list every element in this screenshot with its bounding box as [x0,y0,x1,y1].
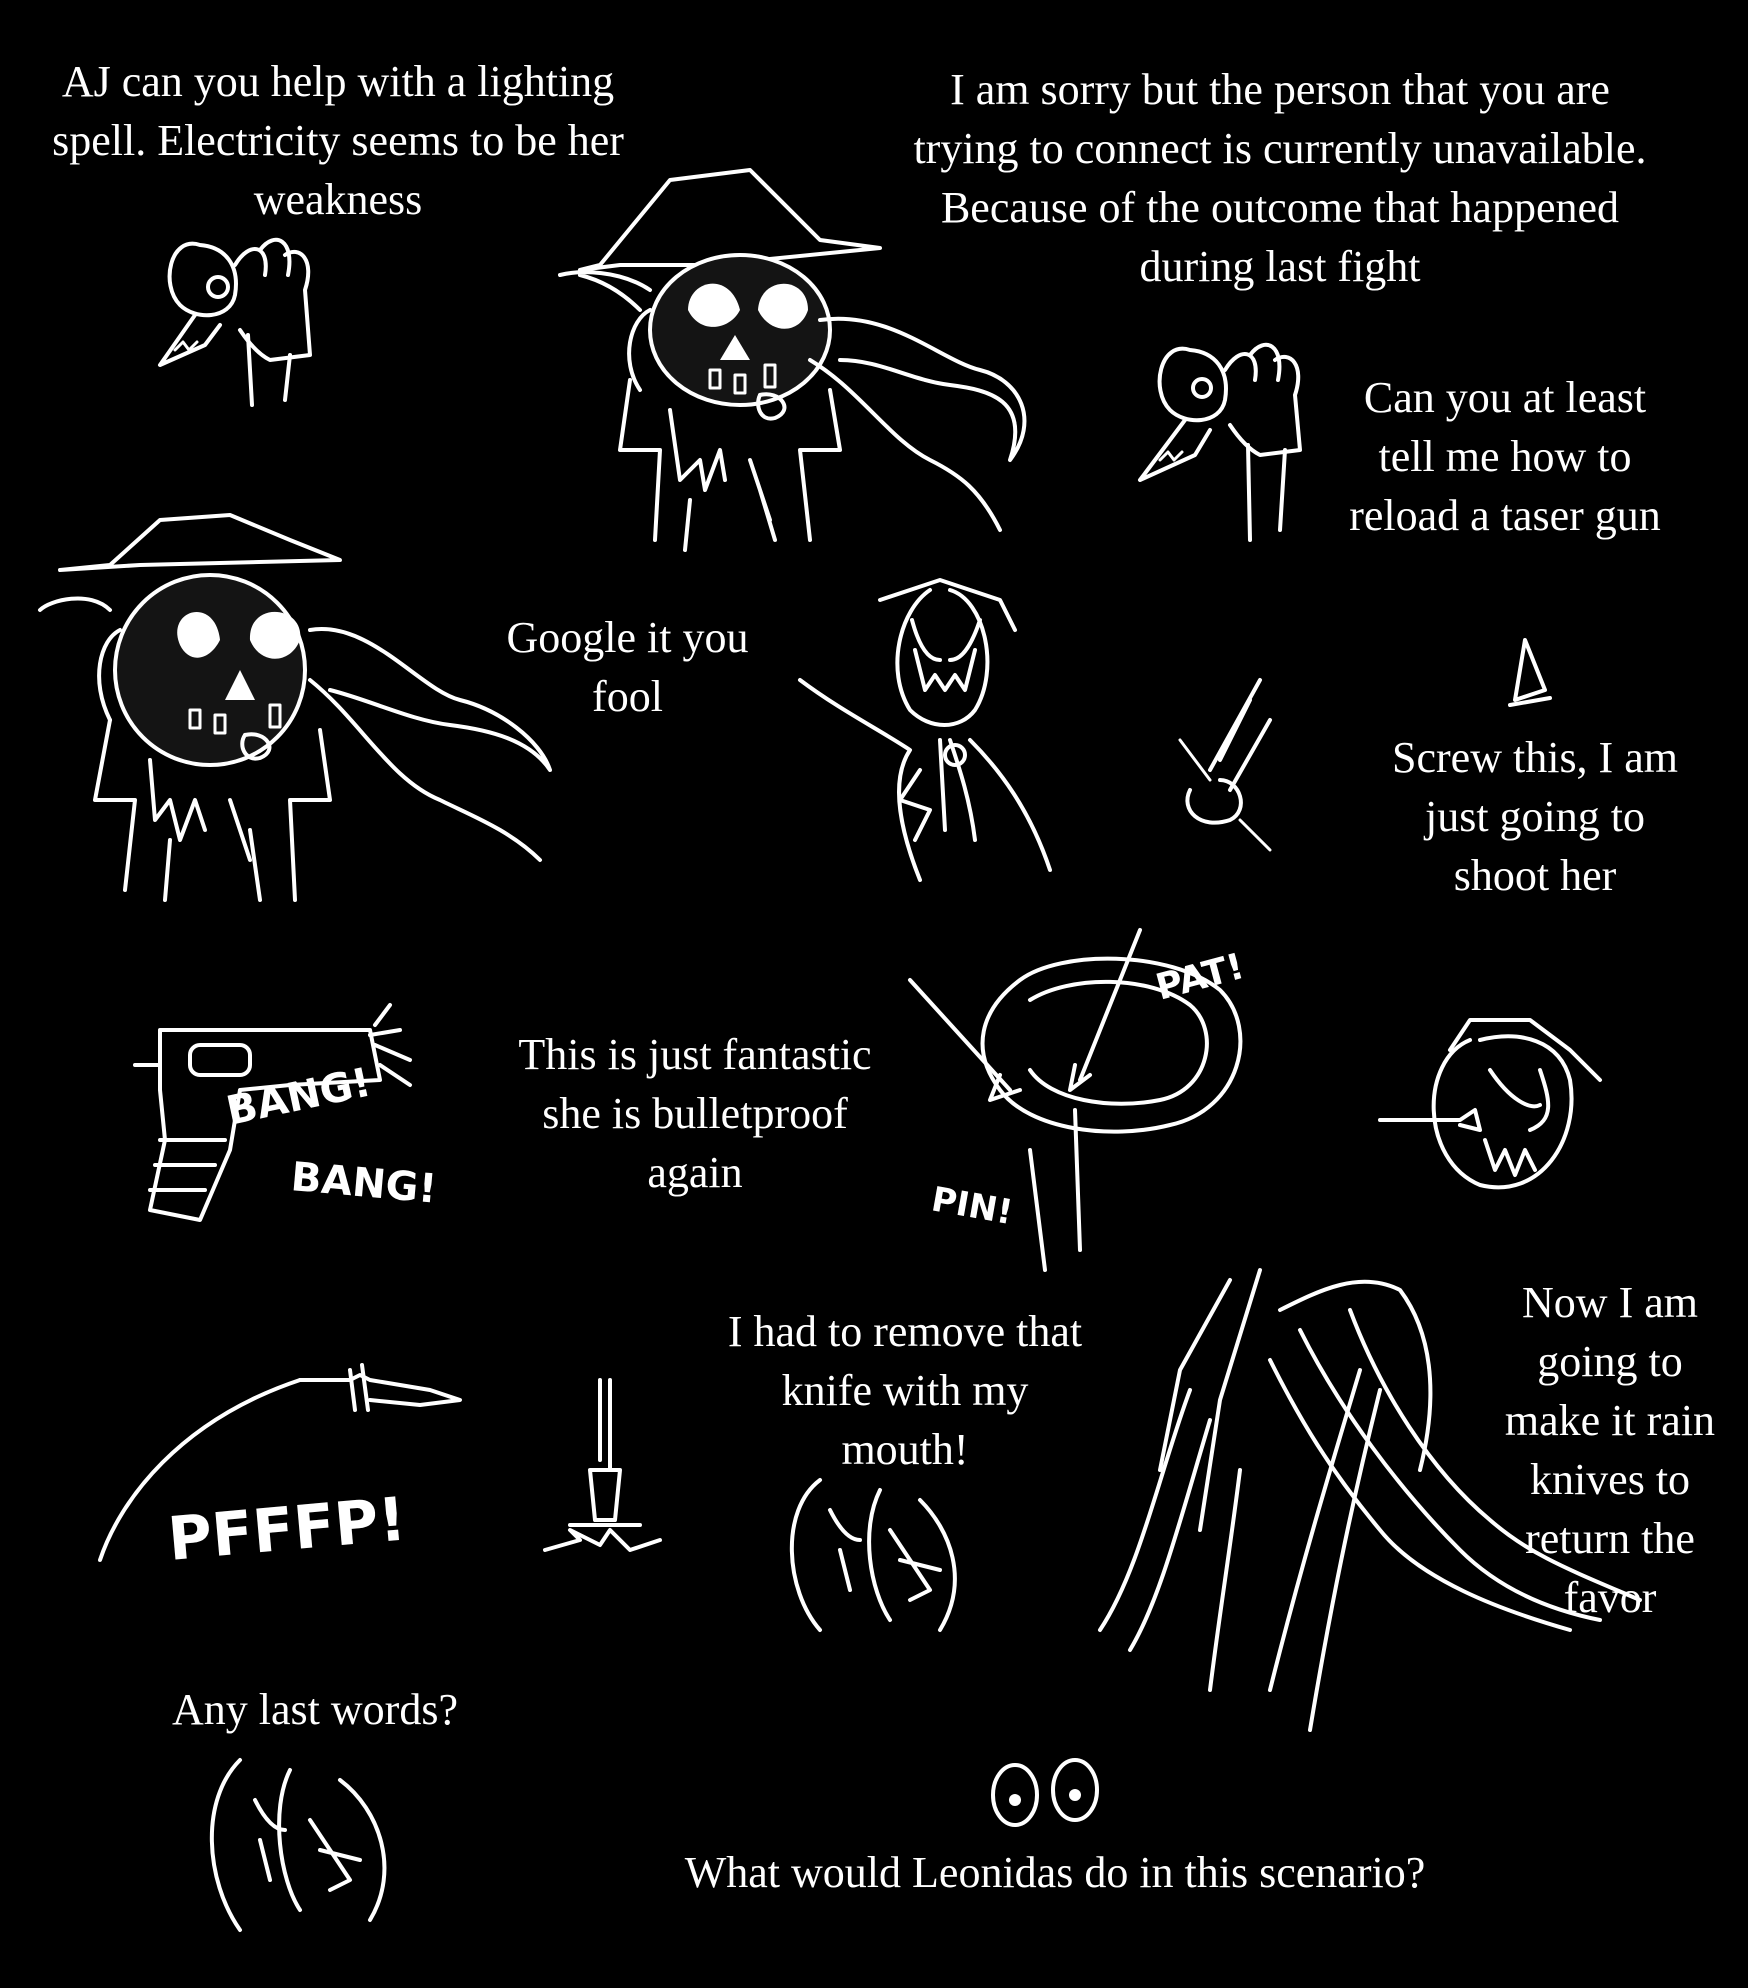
caption-line: What would Leonidas do in this scenario? [684,1848,1426,1897]
caption-line: Screw this, I am [1392,733,1678,782]
caption-bulletproof [485,1025,905,1202]
knife-icon [1510,640,1550,705]
caption-line: tell me how to [1378,432,1632,481]
sfx-pin: PIN! [928,1179,1016,1234]
caption-line: Can you at least [1363,373,1647,422]
caption-line: Now I am [1522,1278,1698,1327]
masked-fighter-figure [1380,1020,1600,1187]
caption-line: make it rain [1504,1396,1716,1445]
masked-fighter-figure [212,1760,385,1930]
caption-line: going to [1537,1337,1683,1386]
caption-line: return the [1525,1514,1695,1563]
caption-line: trying to connect is currently unavailable. [913,124,1647,173]
caption-line: knives to [1529,1455,1691,1504]
caption-last-words [150,1680,480,1739]
caption-unavailable [880,60,1680,296]
sfx-bang-2: BANG! [289,1154,439,1213]
masked-fighter-figure [800,580,1050,880]
sfx-pat: PAT! [1151,946,1249,1009]
caption-taser-gun [1320,368,1690,545]
caption-line: Because of the outcome that happened [940,183,1620,232]
witch-hat-skull-figure [40,515,550,900]
caption-line: just going to [1424,792,1646,841]
caption-line: AJ can you help with a lighting [61,57,615,106]
caption-remove-knife [700,1302,1110,1479]
caption-line: This is just fantastic [518,1030,872,1079]
eyes-icon [993,1760,1097,1825]
sfx-bang-1: BANG! [222,1059,375,1135]
caption-line: during last fight [1139,242,1421,291]
caption-leonidas [640,1843,1470,1902]
caption-line: fool [592,672,663,721]
caption-line: I am sorry but the person that you are [950,65,1610,114]
caption-line: knife with my [781,1366,1029,1415]
caption-line: favor [1563,1573,1657,1622]
stab-mark-icon [1180,680,1270,850]
shield-icon [910,930,1248,1270]
caption-rain-knives [1480,1273,1740,1627]
masked-fighter-figure [792,1480,955,1630]
caption-line: she is bulletproof [542,1089,848,1138]
caption-line: spell. Electricity seems to be her [52,116,624,165]
caption-google-it [490,608,765,726]
caption-line: Any last words? [172,1685,458,1734]
caption-shoot-her [1370,728,1700,905]
caption-lighting-spell [28,52,648,229]
caption-line: again [647,1148,743,1197]
sfx-pffp: PFFFP! [165,1484,409,1575]
caption-line: I had to remove that [727,1307,1083,1356]
caption-line: reload a taser gun [1349,491,1661,540]
caption-line: Google it you [506,613,749,662]
hand-holding-eye-icon [160,240,310,405]
flying-knife-icon [100,1365,460,1575]
hand-holding-eye-icon [1140,345,1300,540]
caption-line: weakness [253,175,423,224]
knife-icon [545,1380,660,1550]
caption-line: mouth! [841,1425,969,1474]
pistol-icon [135,1005,439,1220]
caption-line: shoot her [1453,851,1617,900]
